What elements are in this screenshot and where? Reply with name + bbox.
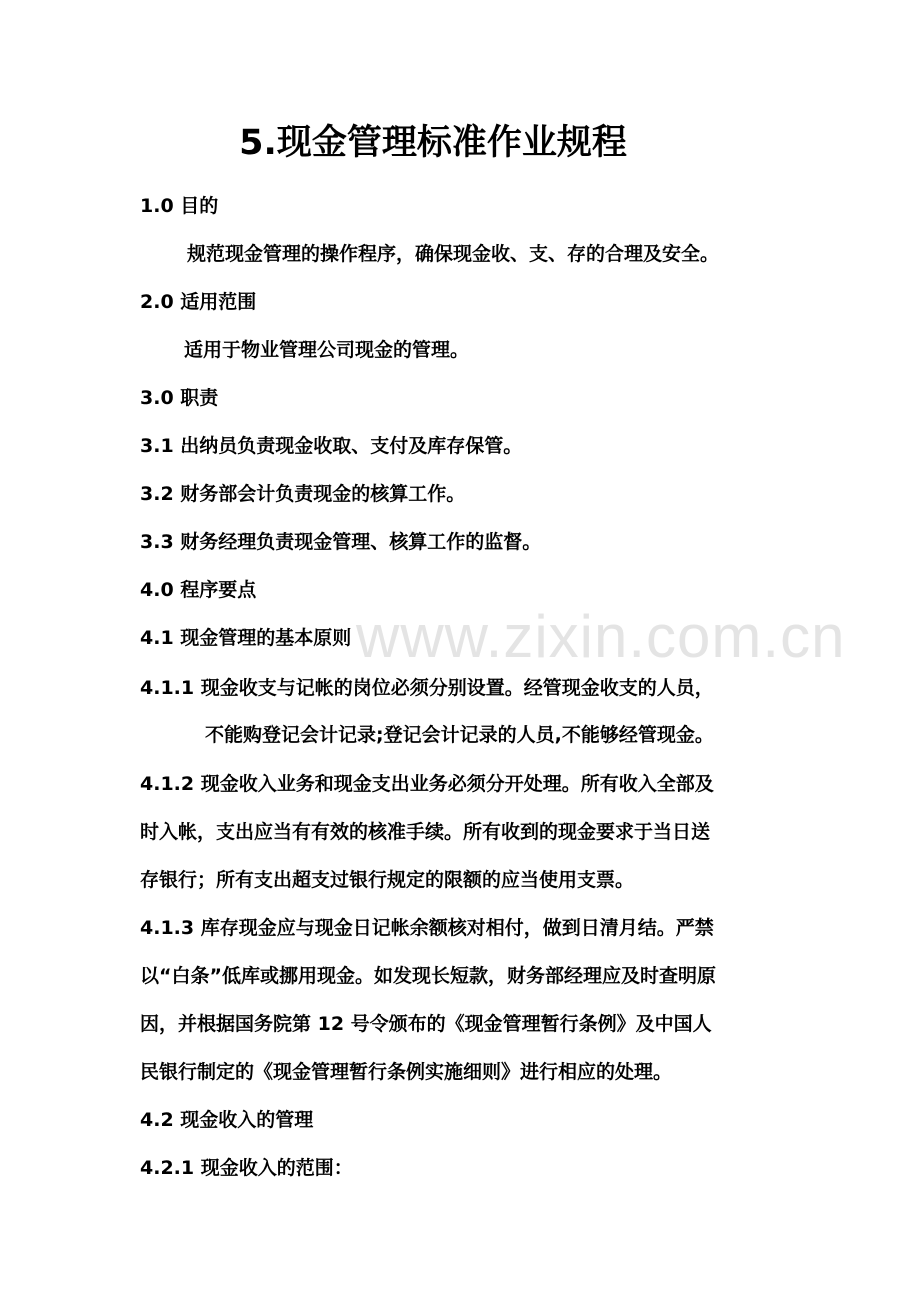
heading-1-0: 1.0 目的 (140, 195, 219, 217)
item-3-1: 3.1 出纳员负责现金收取、支付及库存保管。 (140, 435, 523, 457)
item-4-1-3-cont-3: 民银行制定的《现金管理暂行条例实施细则》进行相应的处理。 (140, 1061, 673, 1083)
item-4-1-2-cont-1: 时入帐，支出应当有有效的核准手续。所有收到的现金要求于当日送 (140, 821, 711, 843)
item-4-1-1: 4.1.1 现金收支与记帐的岗位必须分别设置。经管现金收支的人员， (140, 677, 714, 699)
item-3-2: 3.2 财务部会计负责现金的核算工作。 (140, 483, 466, 505)
item-4-1-2-cont-2: 存银行；所有支出超支过银行规定的限额的应当使用支票。 (140, 869, 635, 891)
heading-3-0: 3.0 职责 (140, 387, 219, 409)
item-4-1-2: 4.1.2 现金收入业务和现金支出业务必须分开处理。所有收入全部及 (140, 773, 714, 795)
item-3-3: 3.3 财务经理负责现金管理、核算工作的监督。 (140, 531, 542, 553)
heading-4-1: 4.1 现金管理的基本原则 (140, 627, 352, 649)
heading-2-0: 2.0 适用范围 (140, 291, 257, 313)
document-title: 5.现金管理标准作业规程 (239, 123, 627, 163)
heading-4-0: 4.0 程序要点 (140, 579, 257, 601)
watermark: www.zixin.com.cn (356, 603, 846, 670)
item-4-1-3-cont-1: 以“白条”低库或挪用现金。如发现长短款，财务部经理应及时查明原 (140, 965, 716, 987)
item-4-1-1-cont: 不能购登记会计记录;登记会计记录的人员,不能够经管现金。 (205, 724, 714, 746)
heading-4-2: 4.2 现金收入的管理 (140, 1109, 314, 1131)
item-4-1-3-cont-2: 因，并根据国务院第 12 号令颁布的《现金管理暂行条例》及中国人 (140, 1013, 712, 1035)
item-4-1-3: 4.1.3 库存现金应与现金日记帐余额核对相付，做到日清月结。严禁 (140, 917, 714, 939)
paragraph-scope: 适用于物业管理公司现金的管理。 (184, 339, 470, 361)
paragraph-purpose: 规范现金管理的操作程序，确保现金收、支、存的合理及安全。 (187, 243, 720, 265)
heading-4-2-1: 4.2.1 现金收入的范围： (140, 1157, 353, 1179)
